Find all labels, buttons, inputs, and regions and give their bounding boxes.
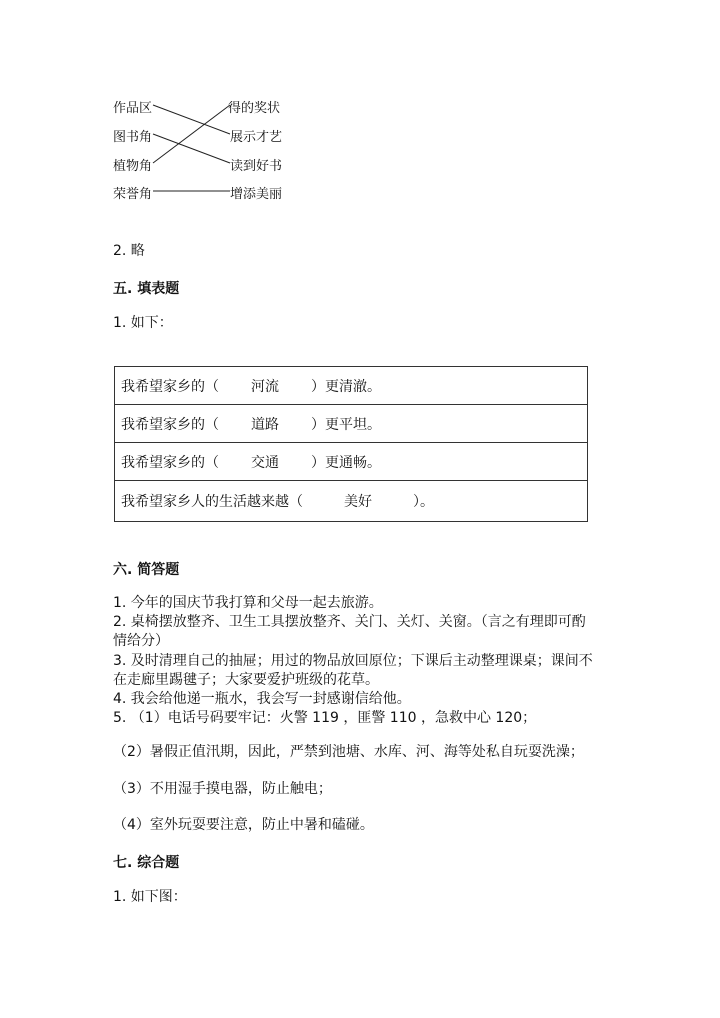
- row-prefix: 我希望家乡的（: [121, 454, 219, 471]
- s6-line: 3. 及时清理自己的抽屉；用过的物品放回原位；下课后主动整理课桌；课间不: [113, 653, 593, 669]
- row-answer: 交通: [251, 454, 279, 471]
- s6-sub4: （4）室外玩耍要注意，防止中暑和磕碰。: [113, 817, 374, 833]
- row-suffix: ）更通畅。: [311, 454, 381, 471]
- row-prefix: 我希望家乡的（: [121, 378, 219, 395]
- row-answer: 河流: [251, 378, 279, 395]
- s6-line: 5. （1）电话号码要牢记：火警 119 ，匪警 110 ，急救中心 120；: [113, 710, 537, 726]
- row-suffix: ）更平坦。: [311, 416, 381, 433]
- match-right-item: 得的奖状: [228, 101, 281, 116]
- row-answer: 道路: [251, 416, 279, 433]
- fill-table: [114, 366, 588, 522]
- match-left-item: 荣誉角: [113, 187, 153, 202]
- table-row: [115, 405, 588, 443]
- s5-q1: 1. 如下：: [113, 315, 173, 331]
- match-left-item: 植物角: [113, 159, 153, 174]
- match-right-item: 增添美丽: [230, 187, 283, 202]
- match-right-item: 读到好书: [230, 159, 283, 174]
- match-right-item: 展示才艺: [230, 130, 283, 145]
- row-prefix: 我希望家乡人的生活越来越（: [121, 494, 303, 510]
- s6-sub2: （2）暑假正值汛期，因此，严禁到池塘、水库、河、海等处私自玩耍洗澡；: [113, 744, 584, 760]
- table-row: [115, 367, 588, 405]
- s6-line: 4. 我会给他递一瓶水，我会写一封感谢信给他。: [113, 691, 411, 707]
- table-row: [115, 481, 588, 522]
- q2-answer: 2. 略: [113, 243, 145, 259]
- s6-line: 1. 今年的国庆节我打算和父母一起去旅游。: [113, 595, 383, 611]
- s6-line: 情给分）: [113, 633, 169, 649]
- table-row: [115, 443, 588, 481]
- row-suffix: ）。: [413, 494, 434, 510]
- match-left-item: 图书角: [113, 130, 153, 145]
- matching-lines: [0, 0, 720, 230]
- match-line: [153, 105, 230, 163]
- section-5-title: 五. 填表题: [113, 281, 180, 297]
- match-line: [153, 105, 230, 134]
- s6-line: 2. 桌椅摆放整齐、卫生工具摆放整齐、关门、关灯、关窗。（言之有理即可酌: [113, 614, 586, 630]
- section-7-title: 七. 综合题: [113, 855, 180, 871]
- s6-line: 在走廊里踢毽子；大家要爱护班级的花草。: [113, 672, 379, 688]
- match-line: [153, 134, 230, 163]
- s7-q1: 1. 如下图：: [113, 889, 187, 905]
- s6-sub3: （3）不用湿手摸电器，防止触电；: [113, 781, 332, 797]
- match-left-item: 作品区: [113, 101, 153, 116]
- row-prefix: 我希望家乡的（: [121, 416, 219, 433]
- row-answer: 美好: [344, 494, 372, 510]
- section-6-title: 六. 简答题: [113, 562, 180, 578]
- row-suffix: ）更清澈。: [311, 378, 381, 395]
